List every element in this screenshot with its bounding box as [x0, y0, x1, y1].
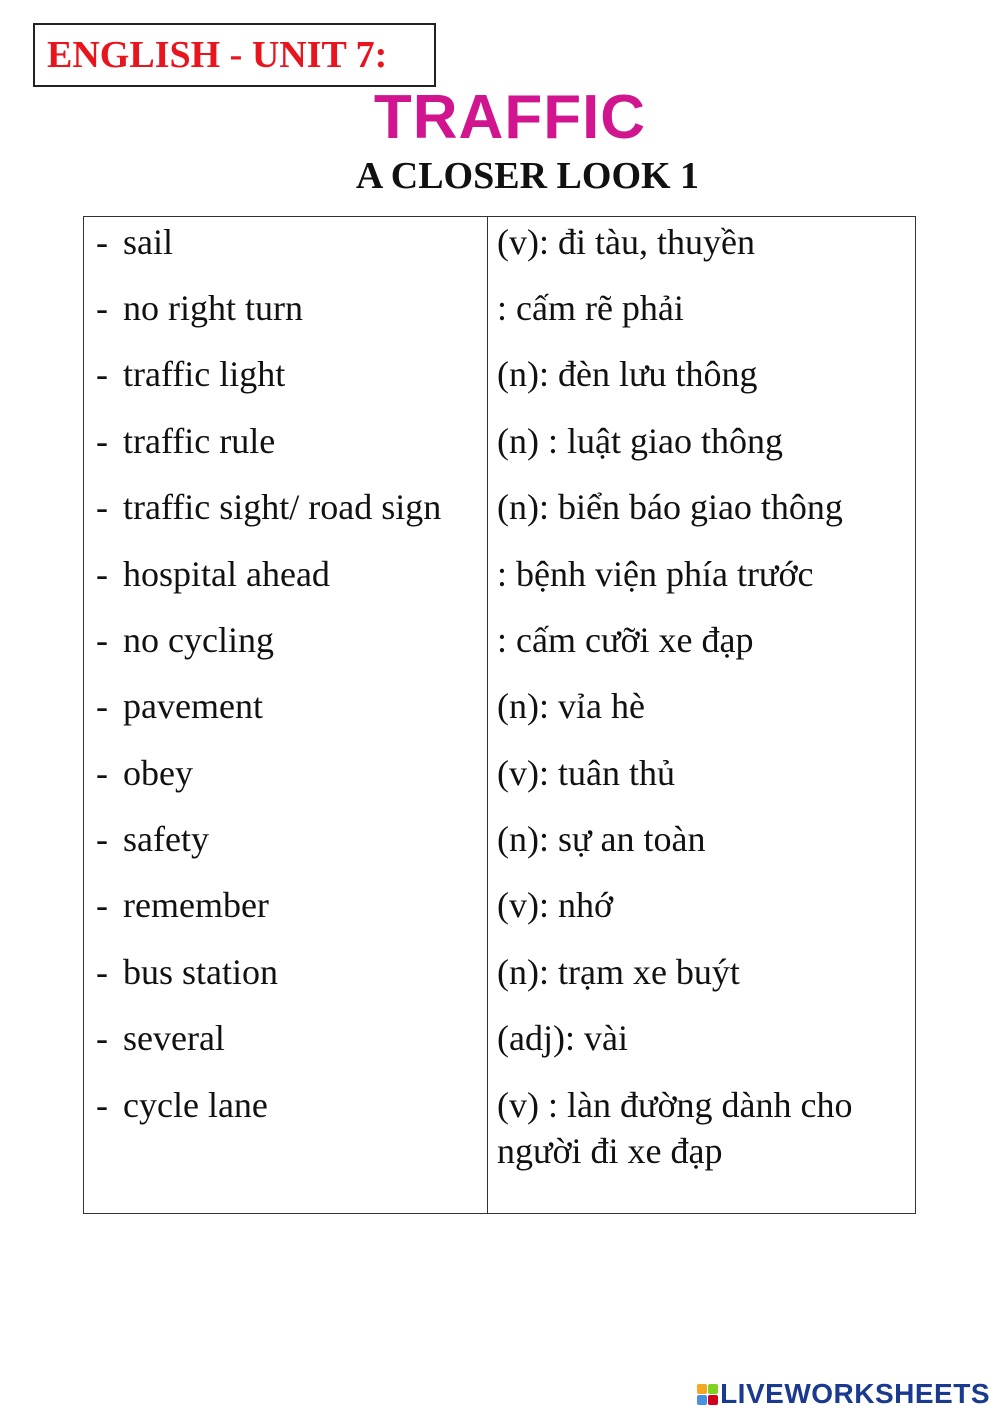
vocab-term [96, 219, 173, 265]
vocab-term [96, 882, 269, 928]
vocab-meaning: (n): đèn lưu thông [497, 354, 758, 394]
vocab-term-text: traffic light [123, 354, 286, 394]
vocab-meaning: (v) : làn đường dành cho người đi xe đạp [497, 1085, 853, 1171]
vocab-meaning: (n) : luật giao thông [497, 421, 783, 461]
vocab-term [96, 1015, 225, 1061]
vocab-term [96, 418, 275, 464]
vocab-term [96, 683, 263, 729]
vocab-term-text: sail [123, 222, 173, 262]
vocab-term [96, 484, 441, 530]
english-column [84, 217, 488, 1213]
vocab-meaning: (n): vỉa hè [497, 686, 645, 726]
vocab-term [96, 949, 278, 995]
vocab-term-text: several [123, 1018, 225, 1058]
page-title: TRAFFIC [373, 83, 647, 152]
vocab-meaning: (v): đi tàu, thuyền [497, 222, 755, 262]
vocab-term-text: cycle lane [123, 1085, 268, 1125]
bullet-dash: - [96, 686, 108, 726]
bullet-dash: - [96, 1085, 108, 1125]
bullet-dash: - [96, 354, 108, 394]
vocab-meaning: : cấm cưỡi xe đạp [497, 620, 754, 660]
logo-square [708, 1395, 718, 1405]
bullet-dash: - [96, 222, 108, 262]
liveworksheets-logo-icon [697, 1384, 718, 1405]
logo-square [697, 1395, 707, 1405]
page-subtitle: A CLOSER LOOK 1 [355, 155, 700, 197]
vocab-meaning: : bệnh viện phía trước [497, 554, 814, 594]
vocab-term [96, 551, 330, 597]
vocab-term-text: pavement [123, 686, 263, 726]
bullet-dash: - [96, 487, 108, 527]
bullet-dash: - [96, 819, 108, 859]
bullet-dash: - [96, 288, 108, 328]
vocab-term [96, 351, 285, 397]
vocab-term [96, 750, 193, 796]
vocab-term-text: obey [123, 753, 193, 793]
logo-square [697, 1384, 707, 1394]
vocab-meaning: (v): tuân thủ [497, 753, 675, 793]
bullet-dash: - [96, 1018, 108, 1058]
vocab-term-text: no right turn [123, 288, 303, 328]
vocabulary-table [83, 216, 916, 1214]
vocab-meaning: : cấm rẽ phải [497, 288, 684, 328]
vocab-term-text: traffic rule [123, 421, 276, 461]
unit-title: ENGLISH - UNIT 7: [47, 34, 388, 76]
vocab-meaning: (n): biển báo giao thông [497, 487, 843, 527]
vocab-term-text: remember [123, 885, 269, 925]
logo-square [708, 1384, 718, 1394]
bullet-dash: - [96, 620, 108, 660]
vocab-meaning: (v): nhớ [497, 885, 614, 925]
vocab-meaning: (n): trạm xe buýt [497, 952, 740, 992]
vocab-term-text: traffic sight/ road sign [123, 487, 442, 527]
bullet-dash: - [96, 952, 108, 992]
bullet-dash: - [96, 554, 108, 594]
vocab-term-text: no cycling [123, 620, 274, 660]
vocab-term [96, 285, 303, 331]
vocab-meaning: (n): sự an toàn [497, 819, 706, 859]
bullet-dash: - [96, 753, 108, 793]
vietnamese-column [488, 217, 915, 1213]
vocab-term-text: safety [123, 819, 209, 859]
bullet-dash: - [96, 421, 108, 461]
vocab-term-text: hospital ahead [123, 554, 330, 594]
vocab-term [96, 617, 274, 663]
vocab-meaning: (adj): vài [497, 1018, 628, 1058]
brand-name: LIVEWORKSHEETS [720, 1378, 990, 1409]
liveworksheets-logo[interactable] [697, 1378, 990, 1410]
vocab-term [96, 816, 209, 862]
bullet-dash: - [96, 885, 108, 925]
vocab-term-text: bus station [123, 952, 279, 992]
unit-title-box [33, 23, 436, 87]
vocab-term [96, 1082, 268, 1128]
